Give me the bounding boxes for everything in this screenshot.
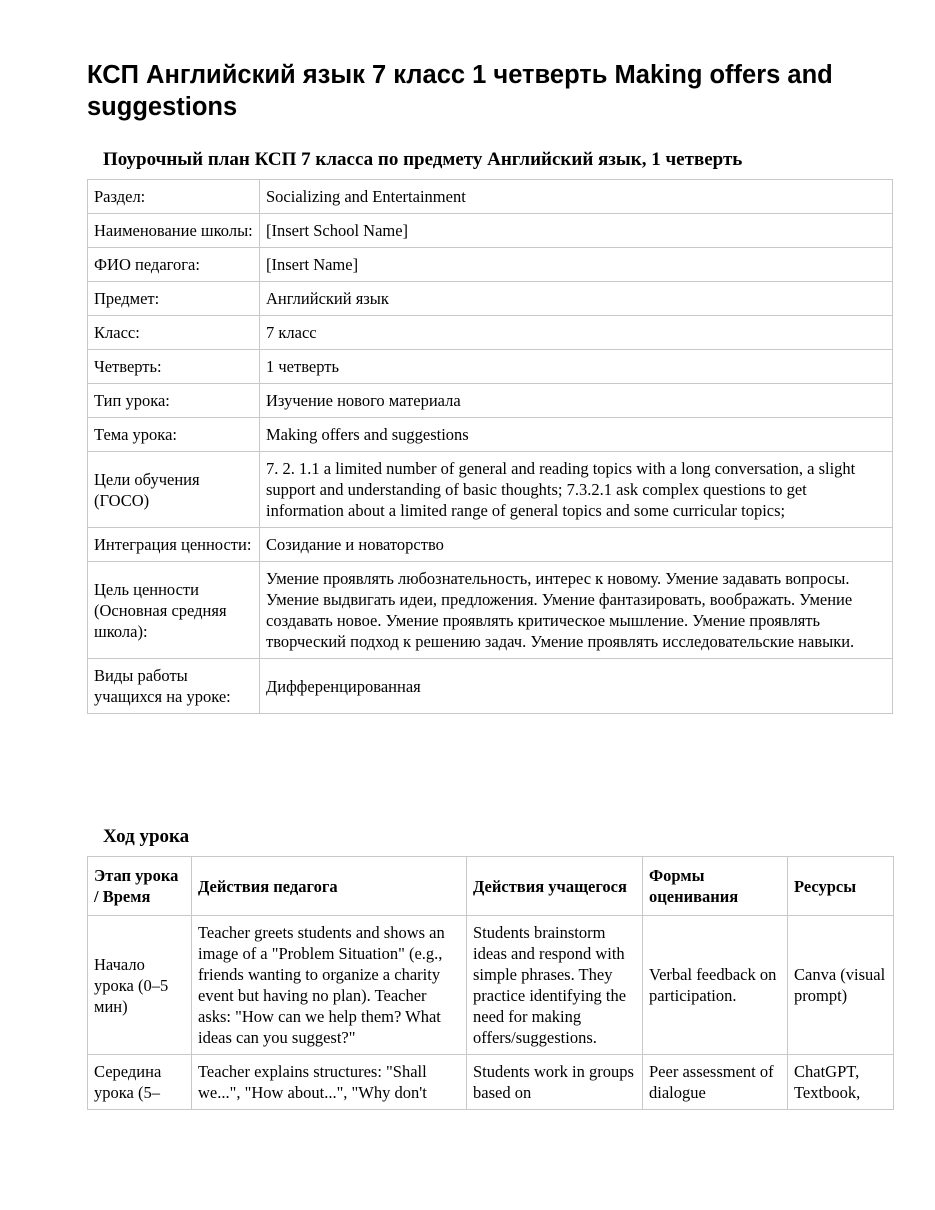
info-row xyxy=(88,350,893,384)
info-value: [Insert Name] xyxy=(260,248,893,282)
info-value: Making offers and suggestions xyxy=(260,418,893,452)
info-value: Созидание и новаторство xyxy=(260,528,893,562)
info-key: Наименование школы: xyxy=(88,214,260,248)
info-key: Цели обучения (ГОСО) xyxy=(88,452,260,528)
info-row xyxy=(88,562,893,659)
info-value: Изучение нового материала xyxy=(260,384,893,418)
lesson-cell: Peer assessment of dialogue xyxy=(643,1055,788,1110)
info-key: Четверть: xyxy=(88,350,260,384)
lesson-cell: Начало урока (0–5 мин) xyxy=(88,916,192,1055)
info-key: Класс: xyxy=(88,316,260,350)
info-value: 7. 2. 1.1 a limited number of general and reading topics with a long conversation, a slight support and understanding of basic thoughts; 7.3.2.1 ask complex questions to get information about a limited range of general topics and some curricular topics; xyxy=(260,452,893,528)
lesson-column-header: Действия педагога xyxy=(192,857,467,916)
lesson-info-table xyxy=(87,179,893,714)
info-row xyxy=(88,418,893,452)
lesson-cell: Students brainstorm ideas and respond with simple phrases. They practice identifying the need for making offers/suggestions. xyxy=(467,916,643,1055)
lesson-header-row xyxy=(88,857,894,916)
info-row xyxy=(88,384,893,418)
info-row xyxy=(88,180,893,214)
info-key: Предмет: xyxy=(88,282,260,316)
info-value: 1 четверть xyxy=(260,350,893,384)
lesson-cell: Verbal feedback on participation. xyxy=(643,916,788,1055)
info-row xyxy=(88,214,893,248)
page-title: КСП Английский язык 7 класс 1 четверть Making offers and suggestions xyxy=(87,61,833,121)
info-key: Тип урока: xyxy=(88,384,260,418)
info-key: Виды работы учащихся на уроке: xyxy=(88,659,260,714)
info-key: ФИО педагога: xyxy=(88,248,260,282)
info-value: Английский язык xyxy=(260,282,893,316)
lesson-cell: Teacher greets students and shows an image of a "Problem Situation" (e.g., friends wanting to organize a charity event but having no plan). Teacher asks: "How can we help them? What ideas can you suggest?" xyxy=(192,916,467,1055)
lesson-progress-table xyxy=(87,856,894,1110)
lesson-column-header: Формы оценивания xyxy=(643,857,788,916)
info-value: Дифференцированная xyxy=(260,659,893,714)
lesson-cell: ChatGPT, Textbook, xyxy=(788,1055,894,1110)
lesson-cell: Середина урока (5– xyxy=(88,1055,192,1110)
info-key: Интеграция ценности: xyxy=(88,528,260,562)
info-row xyxy=(88,452,893,528)
info-key: Раздел: xyxy=(88,180,260,214)
info-key: Цель ценности (Основная средняя школа): xyxy=(88,562,260,659)
info-value: Умение проявлять любознательность, интерес к новому. Умение задавать вопросы. Умение выдвигать идеи, предложения. Умение фантазировать, воображать. Умение создавать новое. Умение проявлять критическое мышление. Умение проявлять творческий подход к решению задач. Умение проявлять исследовательские навыки. xyxy=(260,562,893,659)
info-value: Socializing and Entertainment xyxy=(260,180,893,214)
info-row xyxy=(88,316,893,350)
plan-heading: Поурочный план КСП 7 класса по предмету Английский язык, 1 четверть xyxy=(103,149,743,170)
lesson-column-header: Действия учащегося xyxy=(467,857,643,916)
lesson-row xyxy=(88,1055,894,1110)
lesson-column-header: Ресурсы xyxy=(788,857,894,916)
info-key: Тема урока: xyxy=(88,418,260,452)
info-row xyxy=(88,282,893,316)
lesson-cell: Teacher explains structures: "Shall we...", "How about...", "Why don't xyxy=(192,1055,467,1110)
lesson-cell: Canva (visual prompt) xyxy=(788,916,894,1055)
info-row xyxy=(88,528,893,562)
info-value: [Insert School Name] xyxy=(260,214,893,248)
lesson-column-header: Этап урока / Время xyxy=(88,857,192,916)
info-value: 7 класс xyxy=(260,316,893,350)
progress-heading: Ход урока xyxy=(103,826,190,847)
info-row xyxy=(88,659,893,714)
info-row xyxy=(88,248,893,282)
lesson-row xyxy=(88,916,894,1055)
lesson-cell: Students work in groups based on xyxy=(467,1055,643,1110)
